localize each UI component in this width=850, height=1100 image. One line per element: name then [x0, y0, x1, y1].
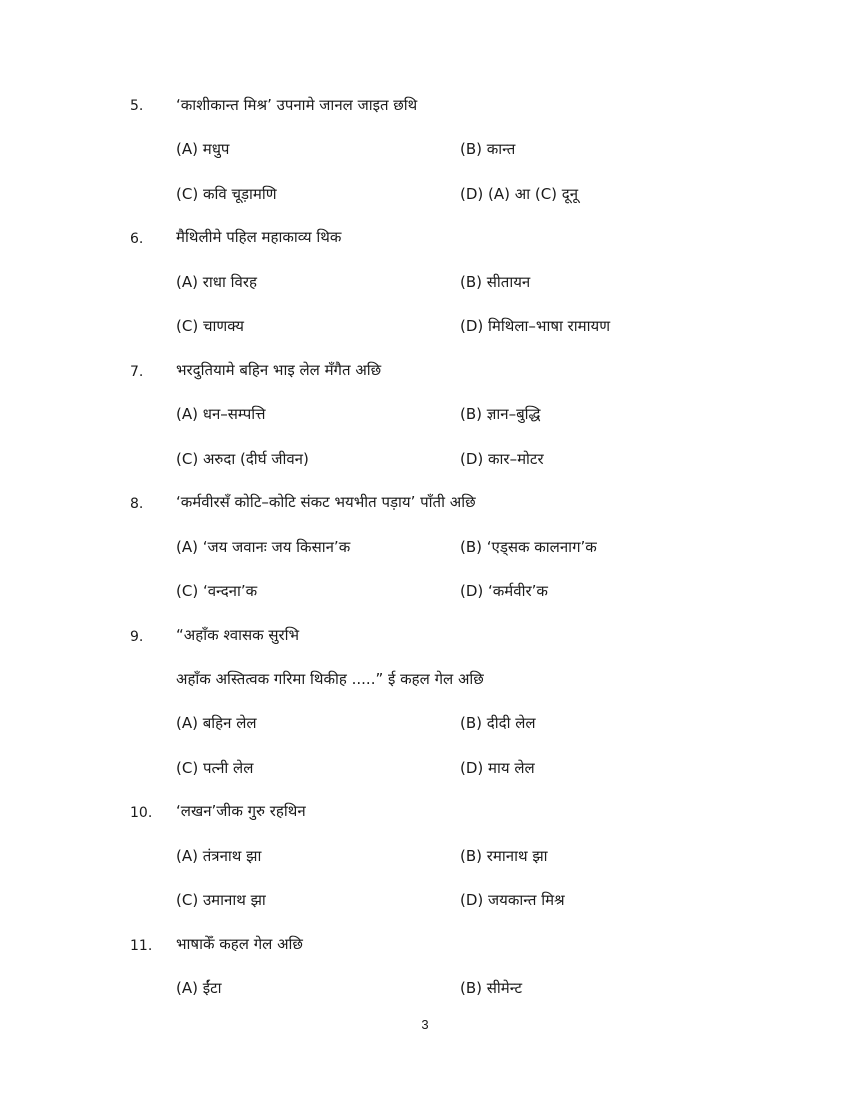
option-c: (C) उमानाथ झा: [176, 891, 266, 909]
question-number: 6.: [130, 231, 144, 247]
option-d: (D) जयकान्त मिश्र: [460, 891, 565, 909]
option-b: (B) सीतायन: [460, 273, 531, 291]
question-number: 11.: [130, 938, 153, 954]
question-number: 10.: [130, 805, 153, 821]
question-text: ‘कर्मवीरसँ कोटि–कोटि संकट भयभीत पड़ाय’ पाँती अछि: [176, 493, 476, 511]
option-c: (C) कवि चूड़ामणि: [176, 185, 277, 203]
option-d: (D) मिथिला–भाषा रामायण: [460, 317, 611, 335]
question-text: भाषाकेँ कहल गेल अछि: [176, 935, 303, 953]
question-text: भरदुतियामे बहिन भाइ लेल मँगैत अछि: [176, 361, 382, 379]
option-a: (A) तंत्रनाथ झा: [176, 847, 262, 865]
option-b: (B) कान्त: [460, 140, 516, 158]
question-number: 7.: [130, 364, 144, 380]
option-a: (A) ईंटा: [176, 979, 222, 997]
option-a: (A) राधा विरह: [176, 273, 257, 291]
option-d: (D) माय लेल: [460, 759, 535, 777]
option-b: (B) रमानाथ झा: [460, 847, 548, 865]
question-number: 9.: [130, 629, 144, 645]
question-number: 5.: [130, 98, 144, 114]
option-d: (D) (A) आ (C) दूनू: [460, 185, 579, 203]
option-b: (B) सीमेन्ट: [460, 979, 523, 997]
option-a: (A) धन–सम्पत्ति: [176, 405, 266, 423]
option-c: (C) पत्नी लेल: [176, 759, 254, 777]
question-number: 8.: [130, 496, 144, 512]
question-text: “अहाँक श्वासक सुरभि: [176, 626, 300, 644]
option-a: (A) बहिन लेल: [176, 714, 257, 732]
option-c: (C) चाणक्य: [176, 317, 244, 335]
option-b: (B) ज्ञान–बुद्धि: [460, 405, 541, 423]
page-number: 3: [421, 1017, 429, 1032]
question-text-continued: अहाँक अस्तित्वक गरिमा थिकीह .....” ई कहल गेल अछि: [176, 670, 484, 688]
question-text: ‘लखन’जीक गुरु रहथिन: [176, 802, 306, 820]
question-text: ‘काशीकान्त मिश्र’ उपनामे जानल जाइत छथि: [176, 96, 418, 114]
option-a: (A) ‘जय जवानः जय किसान’क: [176, 538, 351, 556]
option-b: (B) ‘एड्सक कालनाग’क: [460, 538, 597, 556]
option-d: (D) कार–मोटर: [460, 450, 544, 468]
option-b: (B) दीदी लेल: [460, 714, 536, 732]
option-c: (C) अरुदा (दीर्घ जीवन): [176, 450, 309, 468]
option-c: (C) ‘वन्दना’क: [176, 582, 258, 600]
option-d: (D) ‘कर्मवीर’क: [460, 582, 548, 600]
option-a: (A) मधुप: [176, 140, 230, 158]
question-text: मैथिलीमे पहिल महाकाव्य थिक: [176, 228, 342, 246]
